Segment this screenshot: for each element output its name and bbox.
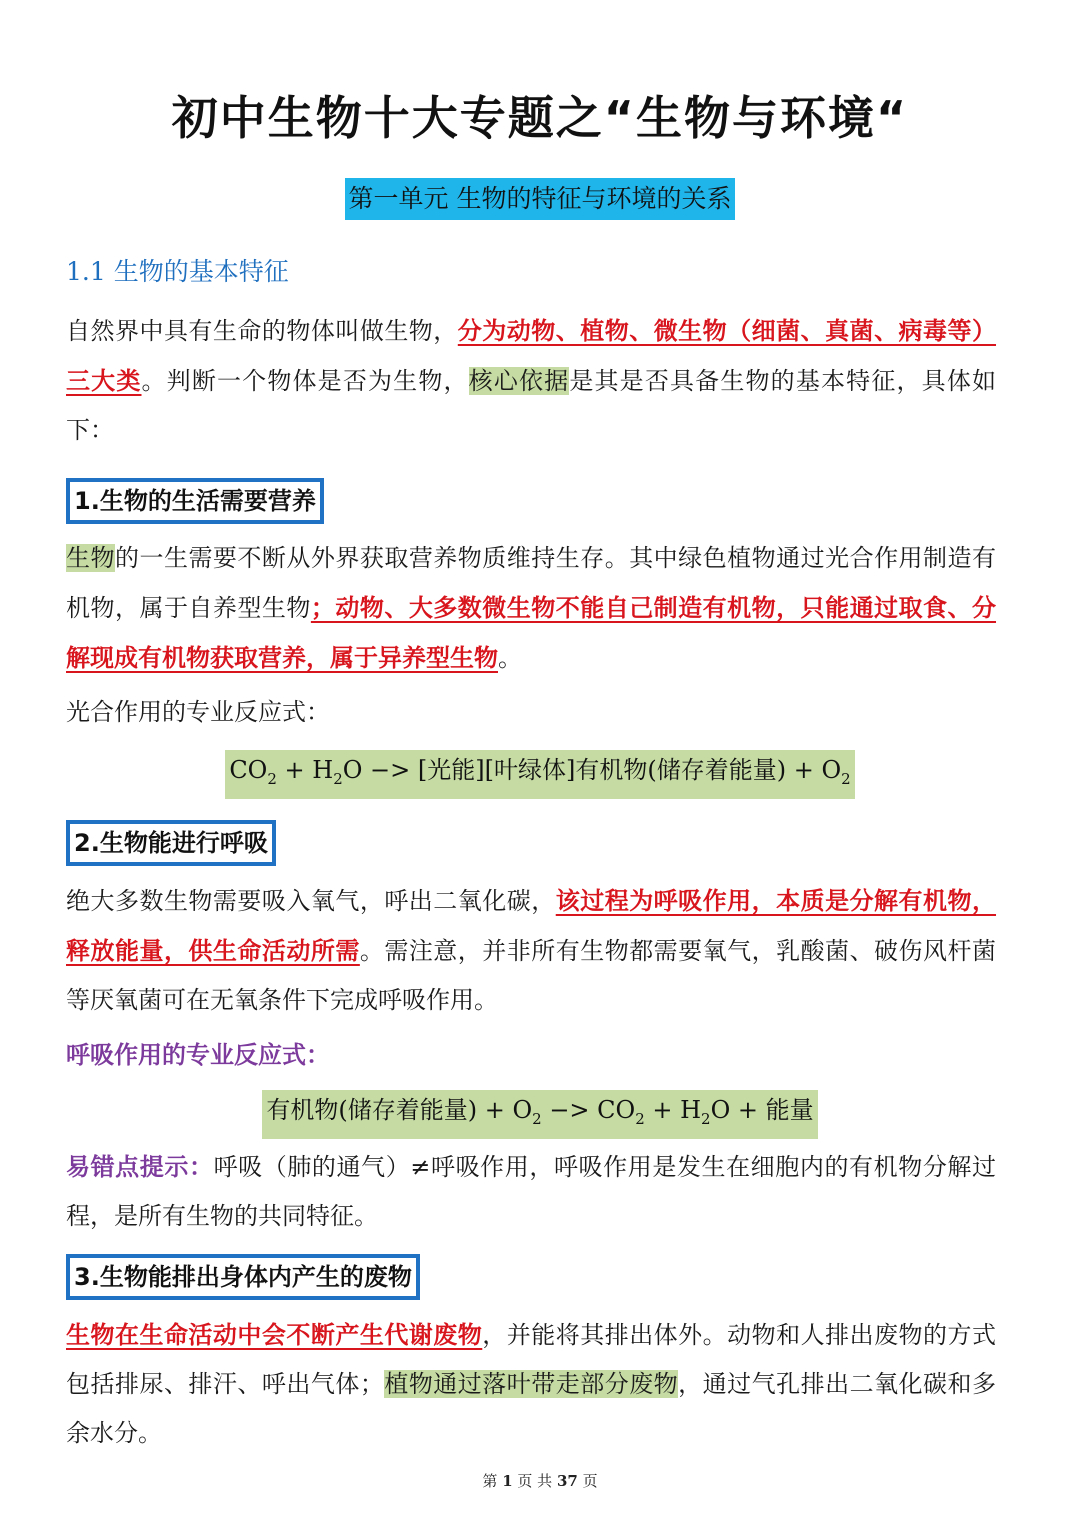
excretion-emphasis: 生物在生命活动中会不断产生代谢废物 bbox=[66, 1320, 483, 1349]
formula1-sub-c: 2 bbox=[841, 769, 851, 788]
nutrition-emphasis: ；动物、大多数微生物不能自己制造有机物，只能通过取食、分解现成有机物获取营养，属于异养型生物 bbox=[66, 593, 997, 672]
formula1-sub-b: 2 bbox=[333, 769, 343, 788]
intro-text-2: 。判断一个物体是否为生物， bbox=[141, 367, 469, 395]
formula2-part-c: + H bbox=[644, 1096, 702, 1124]
formula2-part-a: 有机物(储存着能量) + O bbox=[266, 1096, 533, 1124]
page-footer bbox=[0, 1470, 1080, 1491]
respiration-text-2: 。需注意，并非所有生物都需要氧气，乳酸菌、破伤风杆菌等厌氧菌可在无氧条件下完成呼吸作用。 bbox=[66, 937, 997, 1014]
intro-paragraph bbox=[66, 306, 996, 455]
footer-total-pages: 37 bbox=[556, 1472, 578, 1490]
photosynthesis-formula-wrap bbox=[0, 750, 1080, 799]
formula2-sub-c: 2 bbox=[701, 1109, 711, 1128]
respiration-text-1: 绝大多数生物需要吸入氧气，呼出二氧化碳， bbox=[66, 887, 556, 915]
excretion-text-1: ，并能将其排出体外。动物和人排出废物的方式包括排尿、排汗、呼出气体； bbox=[66, 1321, 997, 1398]
respiration-formula bbox=[262, 1090, 817, 1139]
unit-heading-wrap bbox=[0, 178, 1080, 220]
respiration-emphasis: 该过程为呼吸作用，本质是分解有机物，释放能量，供生命活动所需 bbox=[66, 886, 997, 965]
intro-text-3: 是其是否具备生物的基本特征，具体如下： bbox=[66, 367, 997, 444]
formula2-part-d: O + 能量 bbox=[710, 1096, 814, 1124]
heading-excretion: 3.生物能排出身体内产生的废物 bbox=[66, 1254, 420, 1300]
unit-heading: 第一单元 生物的特征与环境的关系 bbox=[345, 178, 736, 220]
tip-paragraph bbox=[66, 1142, 996, 1241]
nutrition-highlight: 生物 bbox=[66, 544, 115, 572]
formula1-part-a: CO bbox=[229, 756, 268, 784]
formula1-part-c: O −> [光能][叶绿体]有机物(储存着能量) + O bbox=[342, 756, 842, 784]
intro-highlight: 核心依据 bbox=[468, 367, 570, 395]
footer-post: 页 bbox=[577, 1472, 598, 1490]
photosynthesis-formula bbox=[225, 750, 854, 799]
photosynthesis-label: 光合作用的专业反应式： bbox=[66, 698, 330, 726]
formula2-part-b: −> CO bbox=[541, 1096, 636, 1124]
page-title: 初中生物十大专题之“生物与环境“ bbox=[171, 91, 909, 145]
formula1-sub-a: 2 bbox=[267, 769, 277, 788]
formula2-sub-a: 2 bbox=[532, 1109, 542, 1128]
heading-nutrition: 1.生物的生活需要营养 bbox=[66, 478, 324, 524]
formula1-part-b: + H bbox=[276, 756, 334, 784]
nutrition-text-1: 的一生需要不断从外界获取营养物质维持生存。其中绿色植物通过光合作用制造有机物，属于自养型生物 bbox=[66, 544, 997, 622]
tip-label: 易错点提示： bbox=[66, 1152, 214, 1181]
section-heading: 1.1 生物的基本特征 bbox=[66, 257, 289, 286]
respiration-formula-label: 呼吸作用的专业反应式： bbox=[66, 1040, 330, 1069]
intro-text-1: 自然界中具有生命的物体叫做生物， bbox=[66, 317, 458, 345]
respiration-paragraph bbox=[66, 876, 996, 1025]
tip-text: 呼吸（肺的通气）≠呼吸作用，呼吸作用是发生在细胞内的有机物分解过程，是所有生物的共同特征。 bbox=[66, 1153, 997, 1230]
excretion-highlight: 植物通过落叶带走部分废物 bbox=[383, 1370, 679, 1398]
footer-mid: 页 共 bbox=[512, 1472, 557, 1490]
excretion-text-2: ，通过气孔排出二氧化碳和多余水分。 bbox=[66, 1370, 997, 1447]
excretion-paragraph bbox=[66, 1310, 996, 1458]
heading-respiration: 2.生物能进行呼吸 bbox=[66, 820, 276, 866]
footer-page-number: 1 bbox=[502, 1472, 513, 1490]
nutrition-paragraph bbox=[66, 534, 996, 683]
nutrition-text-2: 。 bbox=[498, 644, 522, 672]
respiration-formula-wrap bbox=[0, 1090, 1080, 1139]
intro-emphasis: 分为动物、植物、微生物（细菌、真菌、病毒等）三大类 bbox=[66, 316, 997, 395]
formula2-sub-b: 2 bbox=[635, 1109, 645, 1128]
footer-pre: 第 bbox=[482, 1472, 503, 1490]
